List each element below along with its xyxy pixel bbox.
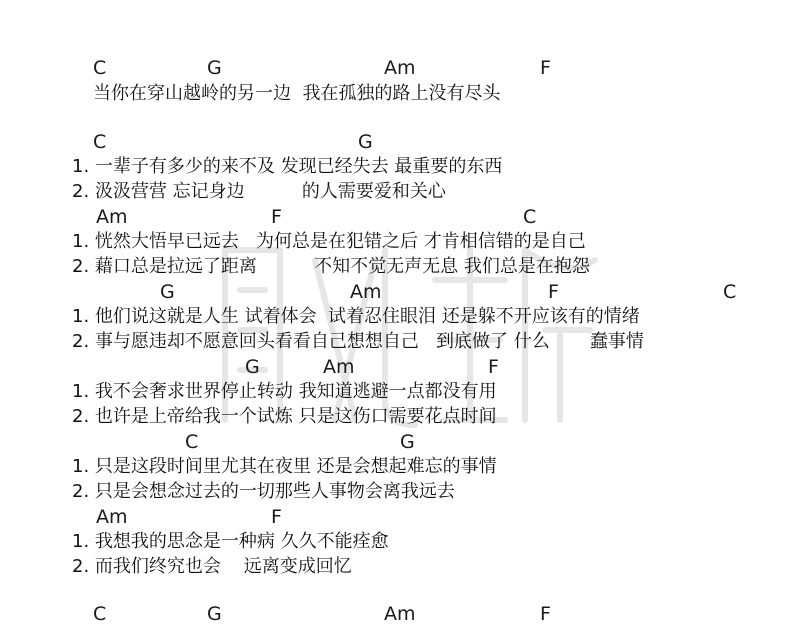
chord-label: Am [384,57,416,79]
chord-label: F [540,603,551,625]
lyric-line: 2. 藉口总是拉远了距离 不知不觉无声无息 我们总是在抱怨 [72,256,590,277]
chord-label: C [93,57,107,79]
chord-label: G [207,603,222,625]
chord-label: Am [323,356,355,378]
chord-label: C [93,603,107,625]
lyric-line: 1. 只是这段时间里尤其在夜里 还是会想起难忘的事情 [72,456,497,477]
chord-label: F [540,57,551,79]
lyric-line: 1. 我想我的思念是一种病 久久不能痊愈 [72,531,389,552]
lyric-line: 1. 我不会奢求世界停止转动 我知道逃避一点都没有用 [72,381,497,402]
chord-label: Am [350,281,382,303]
chord-label: G [400,431,415,453]
chord-label: C [93,131,107,153]
chord-label: F [488,356,499,378]
chord-label: G [358,131,373,153]
chord-label: G [245,356,260,378]
chord-label: F [271,506,282,528]
chord-label: G [160,281,175,303]
chord-label: G [207,57,222,79]
lyric-line: 2. 事与愿违却不愿意回头看看自己想想自己 到底做了 什么 蠢事情 [72,331,644,352]
lyric-line: 2. 而我们终究也会 远离变成回忆 [72,556,352,577]
lyric-line: 当你在穿山越岭的另一边 我在孤独的路上没有尽头 [93,83,501,104]
chord-label: C [185,431,199,453]
chord-label: Am [96,206,128,228]
chord-label: F [548,281,559,303]
chord-label: C [523,206,537,228]
chord-label: Am [96,506,128,528]
lyric-line: 2. 也许是上帝给我一个试炼 只是这伤口需要花点时间 [72,406,497,427]
lyric-line: 2. 汲汲营营 忘记身边 的人需要爱和关心 [72,181,446,202]
lyric-line: 2. 只是会想念过去的一切那些人事物会离我远去 [72,481,455,502]
lyric-line: 1. 他们说这就是人生 试着体会 试着忍住眼泪 还是躲不开应该有的情绪 [72,306,640,327]
chord-label: C [723,281,737,303]
lyric-line: 1. 一辈子有多少的来不及 发现已经失去 最重要的东西 [72,156,503,177]
chord-label: Am [384,603,416,625]
lyric-line: 1. 恍然大悟早已远去 为何总是在犯错之后 才肯相信错的是自己 [72,231,586,252]
chord-label: F [271,206,282,228]
